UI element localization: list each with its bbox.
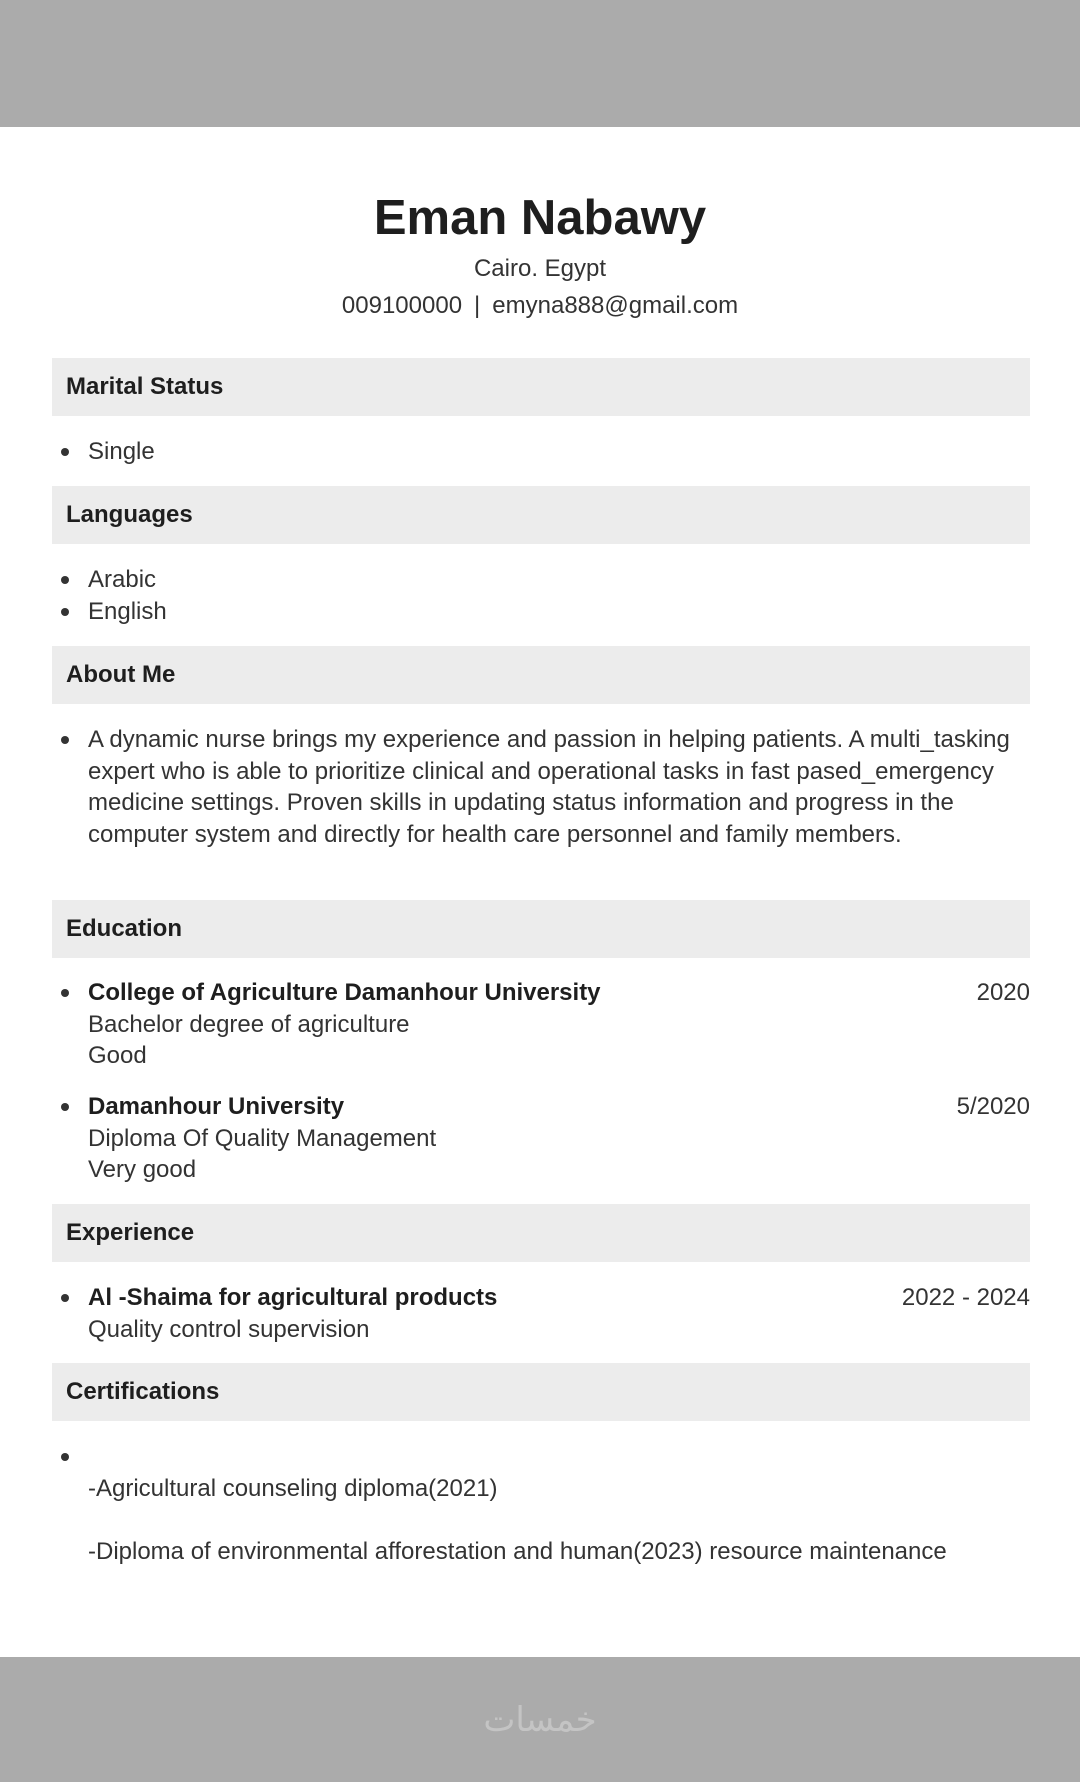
phone: 009100000 <box>341 292 463 319</box>
section-heading-experience: Experience <box>52 1204 1030 1262</box>
certifications-content <box>52 1441 1030 1567</box>
list-item: English <box>52 596 1030 628</box>
section-heading-education: Education <box>52 900 1030 958</box>
entry-date: 2020 <box>976 979 1030 1006</box>
entry-role: Quality control supervision <box>88 1315 370 1343</box>
about-content <box>52 724 1030 850</box>
list-item: Arabic <box>52 564 1030 596</box>
entry-degree: Diploma Of Quality Management <box>88 1124 437 1152</box>
entry-grade: Very good <box>88 1156 197 1183</box>
person-name: Eman Nabawy <box>373 191 707 245</box>
education-entry <box>52 1091 1030 1186</box>
contact-line <box>0 287 1080 325</box>
watermark-logo: خمسات <box>483 1699 597 1740</box>
entry-title: College of Agriculture Damanhour University <box>88 979 601 1006</box>
list-item: Single <box>52 436 1030 468</box>
section-heading-certifications: Certifications <box>52 1363 1030 1421</box>
section-heading-about-me: About Me <box>52 646 1030 704</box>
marital-status-content <box>52 436 1030 468</box>
top-bar <box>0 0 1080 127</box>
about-text: A dynamic nurse brings my experience and passion in helping patients. A multi_tasking expert who is able to prioritize clinical and operational tasks in fast pased_emergency medicine settings. Proven skills in updating status information and progress in the computer system and directly for health care personnel and family members. <box>52 724 1030 850</box>
entry-title: Al -Shaima for agricultural products <box>88 1284 498 1311</box>
entry-date: 2022 - 2024 <box>901 1284 1030 1311</box>
contact-separator: | <box>474 292 481 319</box>
experience-entry <box>52 1282 1030 1345</box>
location: Cairo. Egypt <box>473 255 607 282</box>
entry-degree: Bachelor degree of agriculture <box>88 1010 410 1038</box>
bottom-bar <box>0 1657 1080 1782</box>
certification-line: -Diploma of environmental afforestation and human(2023) resource maintenance <box>88 1537 947 1565</box>
section-heading-languages: Languages <box>52 486 1030 544</box>
certification-line: -Agricultural counseling diploma(2021) <box>88 1474 498 1502</box>
languages-content <box>52 564 1030 627</box>
education-entry <box>52 977 1030 1072</box>
entry-date: 5/2020 <box>956 1093 1030 1120</box>
resume-header <box>0 185 1080 325</box>
entry-grade: Good <box>88 1042 147 1069</box>
certifications-bullet <box>52 1441 1030 1473</box>
entry-title: Damanhour University <box>88 1093 345 1120</box>
section-heading-marital-status: Marital Status <box>52 358 1030 416</box>
email: emyna888@gmail.com <box>492 292 739 319</box>
